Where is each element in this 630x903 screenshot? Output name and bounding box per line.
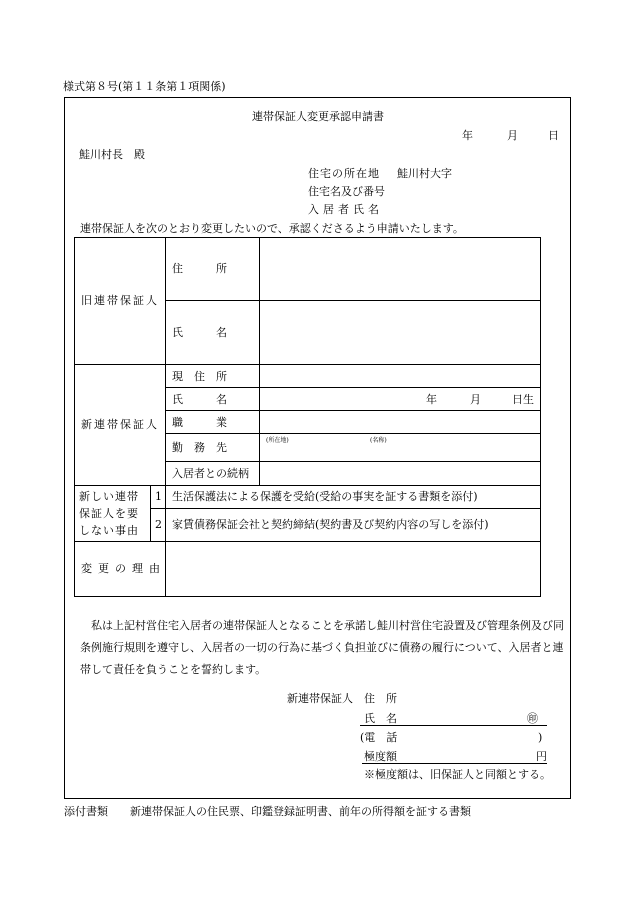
seal-mark: ㊞ [527,712,538,725]
new-guarantor-header: 新連帯保証人 [81,418,159,431]
limit-note: ※極度額は、旧保証人と同額とする。 [364,768,551,781]
form-title: 連帯保証人変更承認申請書 [252,110,384,123]
applicant-housing-label: 住宅名及び番号 [308,185,385,198]
limit-underline [362,763,547,764]
exemption-item-text: 家賃債務保証会社と契約締結(契約書及び契約内容の写しを添付) [172,518,489,531]
limit-unit: 円 [536,750,547,763]
exemption-item-text: 生活保護法による保護を受給(受給の事実を証する書類を添付) [172,490,478,503]
phone-close: ) [538,731,543,744]
birth-month: 月 [470,393,481,406]
signature-role: 新連帯保証人 [287,692,353,705]
employer-name-note: (名称) [370,437,387,444]
signature-name-label: 氏 名 [364,712,397,725]
applicant-address-label: 住宅の所在地 [308,167,380,180]
intro-text: 連帯保証人を次のとおり変更したいので、承認くださるよう申請いたします。 [80,222,464,235]
new-relation-label: 入居者との続柄 [172,467,249,480]
birth-day: 日生 [512,393,534,406]
employer-location-note: (所在地) [266,437,289,444]
date-month: 月 [507,129,518,142]
phone-label: (電 話 [360,731,398,744]
form-number: 様式第８号(第１１条第１項関係) [63,80,226,93]
old-guarantor-header: 旧連帯保証人 [81,294,159,307]
applicant-name-label: 入居者氏名 [308,203,383,216]
old-name-label: 氏 名 [172,326,227,339]
name-underline [360,725,547,726]
signature-address-label: 住 所 [364,692,397,705]
birth-year: 年 [426,393,437,406]
exemption-header: 新しい連帯保証人を要しない事由 [79,490,139,537]
new-occupation-label: 職 業 [172,416,227,429]
attachments-label: 添付書類 [64,805,108,818]
pledge-text: 私は上記村営住宅入居者の連帯保証人となることを承諾し鮭川村営住宅設置及び管理条例及び同条例施行規則を遵守し、入居者の一切の行為に基づく負担並びに債務の履行について、入居者と連帯して責任を負うことを誓約します。 [80,619,564,676]
exemption-item-num: 1 [155,490,162,503]
old-address-label: 住 所 [172,262,227,275]
applicant-address-value: 鮭川村大字 [397,167,452,180]
exemption-item-num: 2 [155,518,162,531]
new-name-label: 氏 名 [172,393,227,406]
new-address-label: 現 住 所 [172,370,227,383]
limit-label: 極度額 [364,750,397,763]
new-employer-label: 勤 務 先 [172,441,227,454]
date-year: 年 [462,129,473,142]
reason-label: 変更の理由 [81,562,166,575]
date-day: 日 [548,129,559,142]
attachments-text: 新連帯保証人の住民票、印鑑登録証明書、前年の所得額を証する書類 [130,805,471,818]
addressee: 鮭川村長 殿 [79,148,145,161]
